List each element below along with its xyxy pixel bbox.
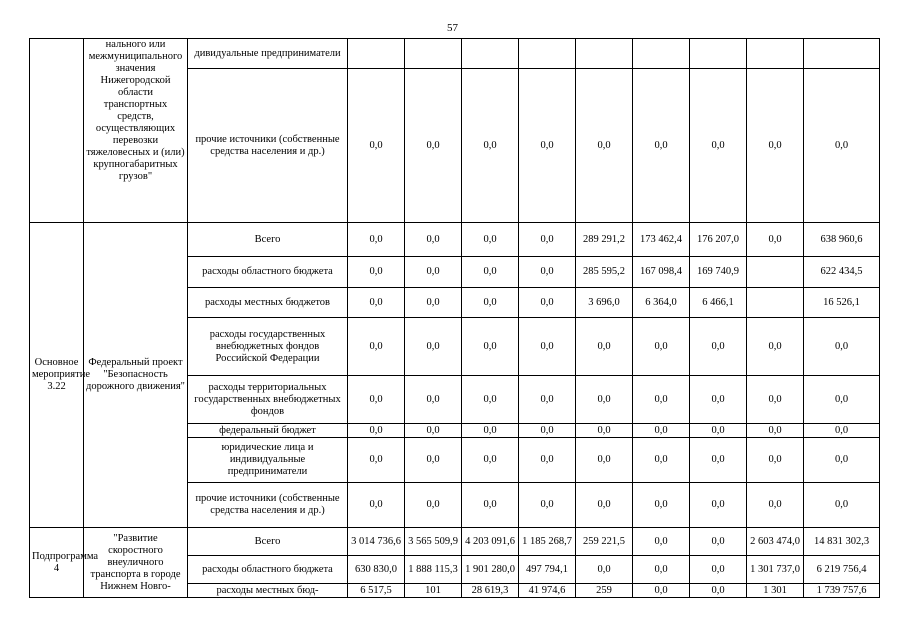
- source-cell: расходы местных бюд-: [188, 584, 348, 598]
- value-cell: 0,0: [519, 223, 576, 257]
- value-cell: [405, 39, 462, 69]
- value-cell: 0,0: [747, 424, 804, 438]
- value-cell: 0,0: [747, 69, 804, 223]
- value-cell: 0,0: [633, 69, 690, 223]
- value-cell: 0,0: [747, 483, 804, 528]
- value-cell: 167 098,4: [633, 257, 690, 288]
- value-cell: 0,0: [348, 438, 405, 483]
- value-cell: 0,0: [633, 318, 690, 376]
- value-cell: 41 974,6: [519, 584, 576, 598]
- value-cell: 1 185 268,7: [519, 528, 576, 556]
- source-cell: юридические лица и индивидуальные предприниматели: [188, 438, 348, 483]
- value-cell: 0,0: [576, 556, 633, 584]
- value-cell: 0,0: [576, 424, 633, 438]
- value-cell: 0,0: [633, 424, 690, 438]
- value-cell: 0,0: [462, 69, 519, 223]
- value-cell: 638 960,6: [804, 223, 880, 257]
- value-cell: 0,0: [804, 483, 880, 528]
- value-cell: 630 830,0: [348, 556, 405, 584]
- value-cell: 0,0: [462, 483, 519, 528]
- value-cell: [690, 39, 747, 69]
- value-cell: 16 526,1: [804, 288, 880, 318]
- value-cell: [633, 39, 690, 69]
- value-cell: 0,0: [405, 438, 462, 483]
- value-cell: 0,0: [747, 318, 804, 376]
- value-cell: 0,0: [405, 376, 462, 424]
- measure-cell: Подпрограмма 4: [30, 528, 84, 598]
- value-cell: 0,0: [576, 483, 633, 528]
- value-cell: 1 301 737,0: [747, 556, 804, 584]
- value-cell: [462, 39, 519, 69]
- value-cell: 0,0: [633, 556, 690, 584]
- value-cell: 0,0: [405, 69, 462, 223]
- value-cell: 6 364,0: [633, 288, 690, 318]
- value-cell: 6 517,5: [348, 584, 405, 598]
- value-cell: 1 901 280,0: [462, 556, 519, 584]
- value-cell: 0,0: [576, 438, 633, 483]
- value-cell: 4 203 091,6: [462, 528, 519, 556]
- value-cell: 0,0: [462, 288, 519, 318]
- value-cell: 0,0: [804, 318, 880, 376]
- value-cell: 0,0: [348, 483, 405, 528]
- value-cell: 0,0: [405, 424, 462, 438]
- value-cell: 0,0: [747, 223, 804, 257]
- value-cell: 6 219 756,4: [804, 556, 880, 584]
- value-cell: 0,0: [519, 376, 576, 424]
- value-cell: 0,0: [633, 483, 690, 528]
- value-cell: 0,0: [690, 483, 747, 528]
- value-cell: 3 696,0: [576, 288, 633, 318]
- value-cell: 0,0: [405, 223, 462, 257]
- source-cell: Всего: [188, 528, 348, 556]
- page-number: 57: [447, 22, 458, 34]
- value-cell: 1 888 115,3: [405, 556, 462, 584]
- value-cell: 0,0: [462, 424, 519, 438]
- value-cell: 14 831 302,3: [804, 528, 880, 556]
- value-cell: 1 739 757,6: [804, 584, 880, 598]
- measure-cell: [30, 39, 84, 223]
- value-cell: 0,0: [348, 69, 405, 223]
- source-cell: Всего: [188, 223, 348, 257]
- value-cell: 0,0: [633, 438, 690, 483]
- value-cell: 0,0: [462, 318, 519, 376]
- value-cell: 0,0: [348, 223, 405, 257]
- value-cell: 0,0: [804, 438, 880, 483]
- value-cell: 173 462,4: [633, 223, 690, 257]
- value-cell: 0,0: [804, 376, 880, 424]
- source-cell: дивидуальные предприниматели: [188, 39, 348, 69]
- value-cell: 0,0: [519, 69, 576, 223]
- value-cell: 0,0: [690, 424, 747, 438]
- source-cell: расходы территориальных государственных внебюджетных фондов: [188, 376, 348, 424]
- value-cell: 0,0: [633, 528, 690, 556]
- table-row: [30, 528, 880, 556]
- value-cell: 0,0: [576, 69, 633, 223]
- value-cell: 0,0: [348, 424, 405, 438]
- value-cell: 0,0: [462, 223, 519, 257]
- value-cell: 0,0: [690, 318, 747, 376]
- value-cell: 0,0: [690, 584, 747, 598]
- value-cell: 0,0: [405, 257, 462, 288]
- value-cell: 0,0: [690, 69, 747, 223]
- value-cell: 0,0: [690, 556, 747, 584]
- value-cell: 176 207,0: [690, 223, 747, 257]
- measure-title-cell: "Развитие скоростного внеуличного транспорта в городе Нижнем Новго-: [84, 528, 188, 598]
- value-cell: [747, 288, 804, 318]
- value-cell: 0,0: [519, 288, 576, 318]
- value-cell: 0,0: [690, 528, 747, 556]
- value-cell: 0,0: [576, 318, 633, 376]
- value-cell: 622 434,5: [804, 257, 880, 288]
- value-cell: 3 014 736,6: [348, 528, 405, 556]
- value-cell: 497 794,1: [519, 556, 576, 584]
- source-cell: расходы областного бюджета: [188, 556, 348, 584]
- source-cell: прочие источники (собственные средства населения и др.): [188, 69, 348, 223]
- value-cell: 0,0: [633, 376, 690, 424]
- measure-title-cell: Федеральный проект "Безопасность дорожного движения": [84, 223, 188, 528]
- value-cell: 0,0: [462, 438, 519, 483]
- value-cell: [747, 257, 804, 288]
- value-cell: 0,0: [519, 483, 576, 528]
- value-cell: 289 291,2: [576, 223, 633, 257]
- value-cell: 0,0: [462, 257, 519, 288]
- value-cell: 101: [405, 584, 462, 598]
- value-cell: 0,0: [690, 376, 747, 424]
- value-cell: [747, 39, 804, 69]
- source-cell: федеральный бюджет: [188, 424, 348, 438]
- value-cell: 0,0: [519, 438, 576, 483]
- value-cell: 169 740,9: [690, 257, 747, 288]
- source-cell: прочие источники (собственные средства населения и др.): [188, 483, 348, 528]
- value-cell: 259: [576, 584, 633, 598]
- table-row: [30, 223, 880, 257]
- value-cell: 0,0: [747, 438, 804, 483]
- value-cell: [348, 39, 405, 69]
- measure-title-cell: нального или межмуниципального значения Нижегородской области транспортных средств, осуществляющих перевозки тяжеловесных и (или) крупногабаритных грузов": [84, 39, 188, 223]
- measure-cell: Основное мероприятие 3.22: [30, 223, 84, 528]
- value-cell: [576, 39, 633, 69]
- value-cell: 0,0: [519, 318, 576, 376]
- budget-table: [29, 38, 880, 598]
- value-cell: 0,0: [747, 376, 804, 424]
- source-cell: расходы областного бюджета: [188, 257, 348, 288]
- value-cell: 3 565 509,9: [405, 528, 462, 556]
- value-cell: 259 221,5: [576, 528, 633, 556]
- value-cell: 1 301: [747, 584, 804, 598]
- value-cell: [804, 39, 880, 69]
- value-cell: 0,0: [348, 318, 405, 376]
- value-cell: 0,0: [462, 376, 519, 424]
- value-cell: 0,0: [348, 288, 405, 318]
- value-cell: 6 466,1: [690, 288, 747, 318]
- value-cell: 285 595,2: [576, 257, 633, 288]
- value-cell: [519, 39, 576, 69]
- source-cell: расходы государственных внебюджетных фондов Российской Федерации: [188, 318, 348, 376]
- value-cell: 0,0: [804, 424, 880, 438]
- value-cell: 0,0: [804, 69, 880, 223]
- source-cell: расходы местных бюджетов: [188, 288, 348, 318]
- value-cell: 0,0: [519, 424, 576, 438]
- value-cell: 0,0: [633, 584, 690, 598]
- table-row: [30, 39, 880, 69]
- value-cell: 0,0: [576, 376, 633, 424]
- value-cell: 2 603 474,0: [747, 528, 804, 556]
- value-cell: 28 619,3: [462, 584, 519, 598]
- value-cell: 0,0: [348, 376, 405, 424]
- value-cell: 0,0: [348, 257, 405, 288]
- value-cell: 0,0: [519, 257, 576, 288]
- value-cell: 0,0: [405, 288, 462, 318]
- value-cell: 0,0: [405, 483, 462, 528]
- value-cell: 0,0: [405, 318, 462, 376]
- value-cell: 0,0: [690, 438, 747, 483]
